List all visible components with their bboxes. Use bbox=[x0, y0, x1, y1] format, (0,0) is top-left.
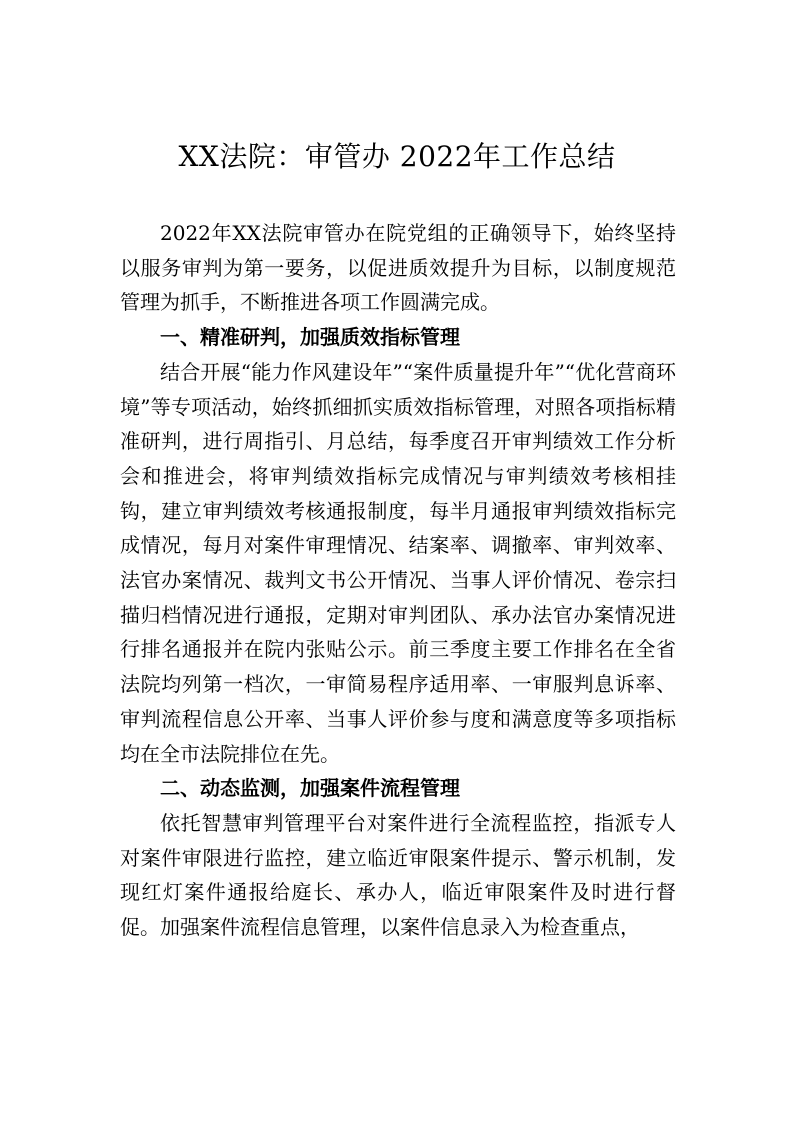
section-heading-1: 一、精准研判，加强质效指标管理 bbox=[160, 325, 460, 350]
document-title: XX法院：审管办 2022年工作总结 bbox=[178, 140, 616, 173]
section-paragraph-2: 依托智慧审判管理平台对案件进行全流程监控，指派专人对案件审限进行监控，建立临近审限案件提示、警示机制，发现红灯案件通报给庭长、承办人，临近审限案件及时进行督促。加强案件流程信息管理，以案件信息录入为检查重点， bbox=[120, 810, 676, 940]
intro-paragraph: 2022年XX法院审管办在院党组的正确领导下，始终坚持以服务审判为第一要务，以促进质效提升为目标，以制度规范管理为抓手，不断推进各项工作圆满完成。 bbox=[120, 221, 676, 315]
document-body bbox=[120, 216, 676, 945]
section-paragraph-1: 结合开展“能力作风建设年”“案件质量提升年”“优化营商环境”等专项活动，始终抓细抓实质效指标管理，对照各项指标精准研判，进行周指引、月总结，每季度召开审判绩效工作分析会和推进会，将审判绩效指标完成情况与审判绩效考核相挂钩，建立审判绩效考核通报制度，每半月通报审判绩效指标完成情况，每月对案件审理情况、结案率、调撤率、审判效率、法官办案情况、裁判文书公开情况、当事人评价情况、卷宗扫描归档情况进行通报，定期对审判团队、承办法官办案情况进行排名通报并在院内张贴公示。前三季度主要工作排名在全省法院均列第一档次，一审简易程序适用率、一审服判息诉率、审判流程信息公开率、当事人评价参与度和满意度等多项指标均在全市法院排位在先。 bbox=[120, 359, 676, 766]
section-heading-2: 二、动态监测，加强案件流程管理 bbox=[160, 776, 460, 801]
